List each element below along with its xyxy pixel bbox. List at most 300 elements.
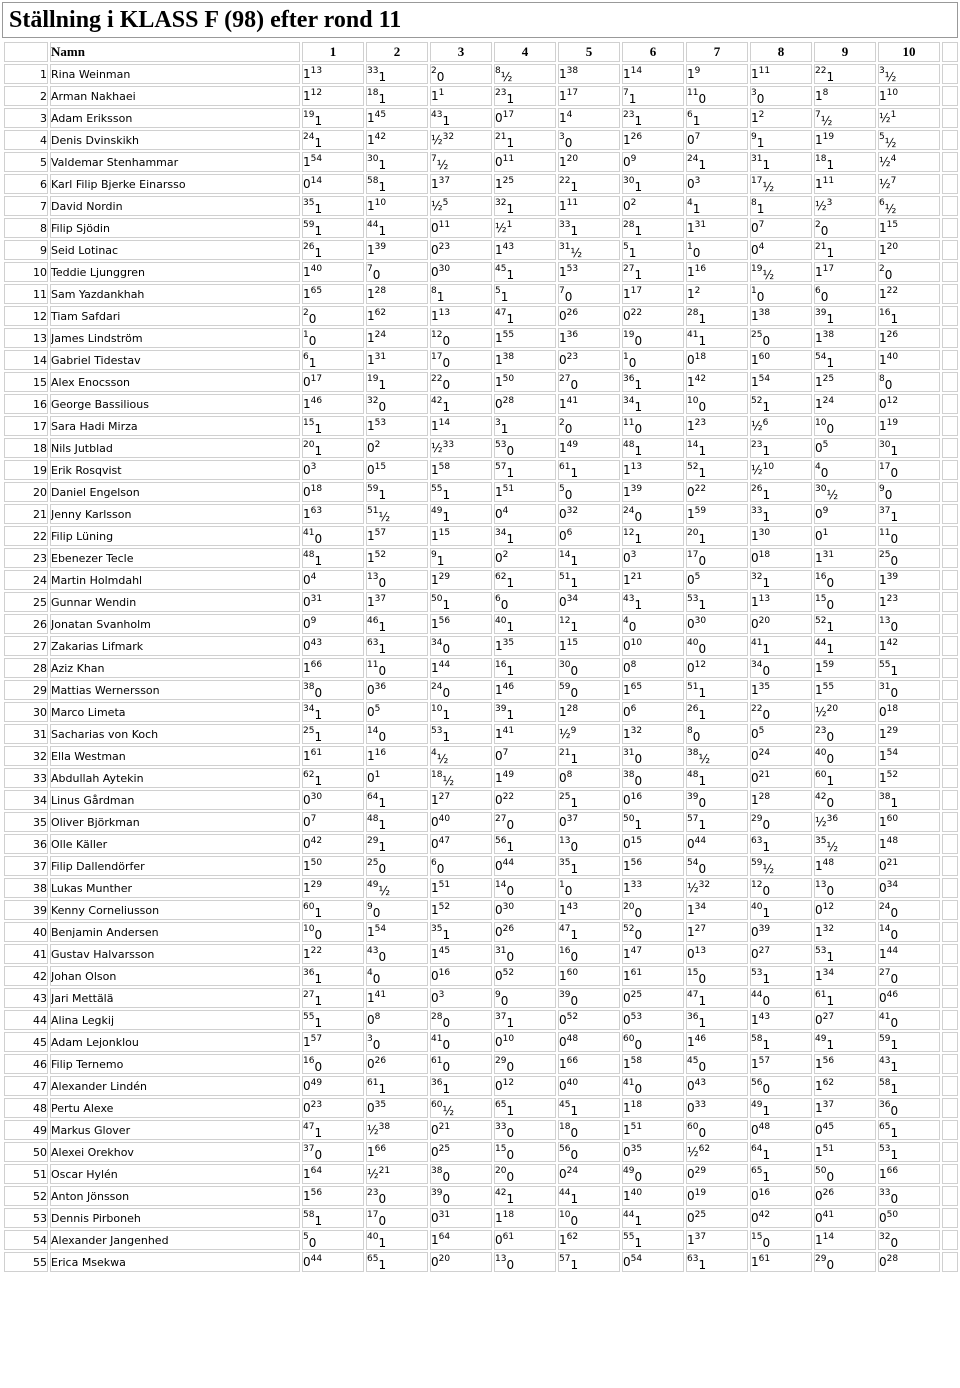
table-row [4,658,958,678]
opponent-number-before: 13 [559,836,571,846]
opponent-number-after: 15 [630,836,643,846]
score: 1 [762,444,771,458]
result-cell [558,768,620,788]
result-cell [878,504,940,524]
score: 0 [698,554,707,568]
score: 0 [687,177,695,191]
opponent-number-after: 28 [566,704,579,714]
player-name-cell: Oscar Hylén [50,1164,300,1184]
opponent-number-after: 45 [374,110,387,120]
result-cell [430,724,492,744]
result-cell [814,988,876,1008]
result-cell [686,438,748,458]
result-cell [494,944,556,964]
score: 0 [687,1189,695,1203]
player-name-cell: Sacharias von Koch [50,724,300,744]
score: 1 [826,246,835,260]
opponent-number-before: 40 [687,638,699,648]
result-cell [302,240,364,260]
opponent-number-after: 41 [374,990,387,1000]
opponent-number-after: 33 [630,880,643,890]
player-name-cell: Gustav Halvarsson [50,944,300,964]
opponent-number-before: 63 [751,836,763,846]
player-name-cell: Alexei Orekhov [50,1142,300,1162]
opponent-number-after: 17 [310,374,323,384]
score: 1 [442,114,451,128]
result-cell [878,284,940,304]
extra-cell [942,746,958,766]
result-cell [430,966,492,986]
player-name-cell: Adam Eriksson [50,108,300,128]
result-cell [558,1164,620,1184]
opponent-number-before: 27 [495,814,507,824]
result-cell [878,306,940,326]
score: 1 [314,1126,323,1140]
result-cell [558,988,620,1008]
opponent-number-after: 47 [630,946,643,956]
score: 1 [431,89,439,103]
score: 1 [559,1057,567,1071]
result-cell [622,658,684,678]
opponent-number-before: 35 [303,198,315,208]
rank-cell: 40 [4,922,48,942]
player-name-cell: Anton Jönsson [50,1186,300,1206]
opponent-number-after: 54 [310,154,323,164]
result-cell [366,1164,428,1184]
opponent-number-before: 11 [687,88,699,98]
opponent-number-after: 39 [374,242,387,252]
score: 0 [367,771,375,785]
result-cell [302,372,364,392]
opponent-number-after: 16 [694,264,707,274]
result-cell [686,1208,748,1228]
opponent-number-after: 62 [374,308,387,318]
player-name-cell: Erik Rosqvist [50,460,300,480]
result-cell [814,878,876,898]
round-header: 10 [878,42,940,62]
score: ½ [442,774,455,788]
result-cell [558,966,620,986]
result-cell [302,548,364,568]
score: 1 [751,67,759,81]
opponent-number-before: 48 [367,814,379,824]
score: 0 [559,1167,567,1181]
score: 1 [623,1123,631,1137]
result-cell [814,1076,876,1096]
round-header: 1 [302,42,364,62]
result-cell [366,1186,428,1206]
result-cell [878,966,940,986]
opponent-number-after: 59 [694,506,707,516]
result-cell [686,130,748,150]
result-cell [302,218,364,238]
score: 1 [687,419,695,433]
score: ½ [378,884,391,898]
extra-cell [942,218,958,238]
score: 0 [559,595,567,609]
opponent-number-after: 42 [886,638,899,648]
result-cell [750,1054,812,1074]
result-cell [686,548,748,568]
opponent-number-after: 53 [374,418,387,428]
rank-cell: 1 [4,64,48,84]
score: 1 [314,730,323,744]
result-cell [494,240,556,260]
result-cell [494,768,556,788]
table-row [4,944,958,964]
score: 1 [303,155,311,169]
opponent-number-before: 11 [367,660,379,670]
opponent-number-before: 2 [879,264,885,274]
score: 1 [495,353,503,367]
rank-cell: 53 [4,1208,48,1228]
result-cell [686,108,748,128]
opponent-number-after: 17 [822,264,835,274]
opponent-number-before: 5 [495,286,501,296]
opponent-number-after: 43 [310,638,323,648]
score: 0 [495,507,503,521]
player-name-cell: James Lindström [50,328,300,348]
opponent-number-after: 22 [630,308,643,318]
score: 0 [570,686,579,700]
score: 0 [314,686,323,700]
player-name-cell: Daniel Engelson [50,482,300,502]
opponent-number-before: 19 [623,330,635,340]
result-cell [686,922,748,942]
opponent-number-before: 33 [559,220,571,230]
result-cell [814,174,876,194]
result-cell [686,746,748,766]
player-name-cell: Abdullah Aytekin [50,768,300,788]
opponent-number-before: 33 [495,1122,507,1132]
player-name-cell: David Nordin [50,196,300,216]
opponent-number-before: 38 [623,770,635,780]
opponent-number-after: 65 [310,286,323,296]
result-cell [430,284,492,304]
player-name-cell: Karl Filip Bjerke Einarsso [50,174,300,194]
score: 0 [372,268,381,282]
opponent-number-before: 12 [559,616,571,626]
result-cell [686,64,748,84]
result-cell [366,460,428,480]
result-cell [814,856,876,876]
score: 0 [303,837,311,851]
result-cell [302,86,364,106]
player-name-cell: Erica Msekwa [50,1252,300,1272]
opponent-number-after: 34 [886,880,899,890]
opponent-number-after: 66 [566,1056,579,1066]
result-cell [814,328,876,348]
score: 1 [879,749,887,763]
result-cell [686,504,748,524]
result-cell [686,1120,748,1140]
result-cell [750,1076,812,1096]
result-cell [558,944,620,964]
result-cell [302,768,364,788]
result-cell [558,130,620,150]
opponent-number-before: 45 [687,1056,699,1066]
score: 1 [826,312,835,326]
opponent-number-before: 11 [879,528,891,538]
opponent-number-after: 59 [822,660,835,670]
opponent-number-after: 20 [826,704,839,714]
opponent-number-before: 49 [751,1100,763,1110]
opponent-number-before: 4 [367,968,373,978]
result-cell [430,658,492,678]
result-cell [686,262,748,282]
opponent-number-after: 11 [502,154,515,164]
opponent-number-after: 52 [438,902,451,912]
opponent-number-after: 48 [566,1034,579,1044]
opponent-number-before: 20 [303,440,315,450]
score: 0 [570,840,579,854]
opponent-number-before: 58 [879,1078,891,1088]
score: 1 [634,1214,643,1228]
result-cell [302,306,364,326]
score: 1 [378,1258,387,1272]
opponent-number-after: 32 [822,924,835,934]
opponent-number-after: 8 [374,1012,381,1022]
opponent-number-after: 42 [758,1210,771,1220]
score: ½ [378,510,391,524]
opponent-number-before: 13 [879,616,891,626]
score: 0 [442,1060,451,1074]
opponent-number-after: 37 [694,1232,707,1242]
result-cell [366,570,428,590]
extra-cell [942,658,958,678]
score: 1 [879,243,887,257]
extra-cell [942,240,958,260]
opponent-number-after: 27 [822,1012,835,1022]
score: 0 [623,793,631,807]
score: 0 [495,859,503,873]
opponent-number-after: 62 [698,1144,711,1154]
extra-cell [942,790,958,810]
result-cell [750,350,812,370]
result-cell [750,218,812,238]
result-cell [814,64,876,84]
opponent-number-before: 47 [559,924,571,934]
result-cell [622,812,684,832]
score: 1 [442,400,451,414]
opponent-number-after: 14 [630,66,643,76]
opponent-number-before: 43 [623,594,635,604]
result-cell [814,416,876,436]
opponent-number-after: 44 [694,836,707,846]
opponent-number-before: 65 [751,1166,763,1176]
opponent-number-before: 52 [815,616,827,626]
score: 1 [570,1258,579,1272]
result-cell [750,768,812,788]
score: 1 [815,177,823,191]
score: 0 [815,1189,823,1203]
score: 0 [623,1255,631,1269]
result-cell [558,328,620,348]
opponent-number-after: 52 [374,550,387,560]
score: 0 [495,1035,503,1049]
score: 1 [698,532,707,546]
score: 0 [623,661,631,675]
score: 0 [884,378,893,392]
result-cell [366,504,428,524]
opponent-number-after: 56 [630,858,643,868]
opponent-number-before: 65 [367,1254,379,1264]
result-cell [494,1010,556,1030]
extra-cell [942,108,958,128]
table-row [4,746,958,766]
opponent-number-before: 12 [431,330,443,340]
opponent-number-before: 56 [751,1078,763,1088]
result-cell [302,284,364,304]
score: 1 [431,177,439,191]
score: 0 [815,1013,823,1027]
opponent-number-before: 25 [559,792,571,802]
opponent-number-after: 60 [566,968,579,978]
result-cell [878,174,940,194]
opponent-number-after: 4 [890,154,897,164]
opponent-number-after: 26 [374,1056,387,1066]
table-row [4,878,958,898]
result-cell [430,1010,492,1030]
score: 0 [826,1170,835,1184]
opponent-number-after: 9 [310,616,317,626]
result-cell [814,592,876,612]
score: 0 [378,730,387,744]
result-cell [430,636,492,656]
result-cell [686,592,748,612]
result-cell [430,1208,492,1228]
score: 1 [879,287,887,301]
rank-cell: 49 [4,1120,48,1140]
result-cell [622,482,684,502]
result-cell [494,1186,556,1206]
result-cell [878,526,940,546]
opponent-number-before: 25 [367,858,379,868]
result-cell [878,1164,940,1184]
table-row [4,1010,958,1030]
opponent-number-after: 9 [630,154,637,164]
opponent-number-after: 57 [310,1034,323,1044]
opponent-number-before: 51 [687,682,699,692]
score: 1 [314,906,323,920]
result-cell [430,306,492,326]
table-row [4,680,958,700]
rank-cell: 48 [4,1098,48,1118]
result-cell [686,1230,748,1250]
result-cell [814,196,876,216]
opponent-number-before: 30 [815,484,827,494]
score: 1 [559,265,567,279]
opponent-number-before: 28 [623,220,635,230]
opponent-number-after: 42 [694,374,707,384]
rank-cell: 2 [4,86,48,106]
score: 1 [442,708,451,722]
rank-cell: 7 [4,196,48,216]
opponent-number-after: 1 [822,528,829,538]
opponent-number-after: 2 [374,440,381,450]
result-cell [366,900,428,920]
opponent-number-before: 35 [559,858,571,868]
rank-cell: 26 [4,614,48,634]
result-cell [366,1010,428,1030]
opponent-number-after: 8 [822,88,829,98]
table-row [4,262,958,282]
score: 1 [431,793,439,807]
extra-cell [942,174,958,194]
score: 0 [506,950,515,964]
score: 1 [815,1079,823,1093]
result-cell [430,1120,492,1140]
opponent-number-after: 58 [438,462,451,472]
opponent-number-before: 56 [559,1144,571,1154]
opponent-number-after: 40 [438,814,451,824]
opponent-number-after: 36 [374,682,387,692]
opponent-number-after: 4 [502,506,509,516]
result-cell [366,1252,428,1272]
score: 1 [890,1082,899,1096]
score: 1 [890,1038,899,1052]
result-cell [686,86,748,106]
score: 1 [314,774,323,788]
score: 1 [431,419,439,433]
extra-cell [942,328,958,348]
score: 1 [634,400,643,414]
result-cell [302,878,364,898]
result-cell [558,394,620,414]
result-cell [686,350,748,370]
score: 1 [570,1192,579,1206]
player-name-cell: Adam Lejonklou [50,1032,300,1052]
opponent-number-after: 35 [374,1100,387,1110]
score: 0 [303,617,311,631]
opponent-number-before: 23 [367,1188,379,1198]
opponent-number-after: 66 [374,1144,387,1154]
score: 1 [495,243,503,257]
opponent-number-before: 13 [367,572,379,582]
score: 0 [559,309,567,323]
result-cell [750,130,812,150]
result-cell [430,702,492,722]
score: 1 [436,554,445,568]
result-cell [494,262,556,282]
score: 0 [623,1013,631,1027]
result-cell [686,636,748,656]
player-name-cell: Sam Yazdankhah [50,284,300,304]
result-cell [686,966,748,986]
opponent-number-before: 64 [751,1144,763,1154]
result-cell [814,108,876,128]
score: 1 [303,1167,311,1181]
table-row [4,856,958,876]
opponent-number-after: 30 [694,616,707,626]
score: ½ [762,862,775,876]
result-cell [366,394,428,414]
result-cell [302,1208,364,1228]
opponent-number-before: 40 [367,1232,379,1242]
score: 1 [762,642,771,656]
opponent-number-before: 56 [495,836,507,846]
rank-cell: 34 [4,790,48,810]
opponent-number-before: 36 [431,1078,443,1088]
opponent-number-before: 51 [367,506,379,516]
result-cell [750,306,812,326]
score: 1 [623,947,631,961]
result-cell [814,966,876,986]
result-cell [558,526,620,546]
score: 1 [815,1057,823,1071]
score: 1 [559,1233,567,1247]
opponent-number-before: 15 [303,418,315,428]
